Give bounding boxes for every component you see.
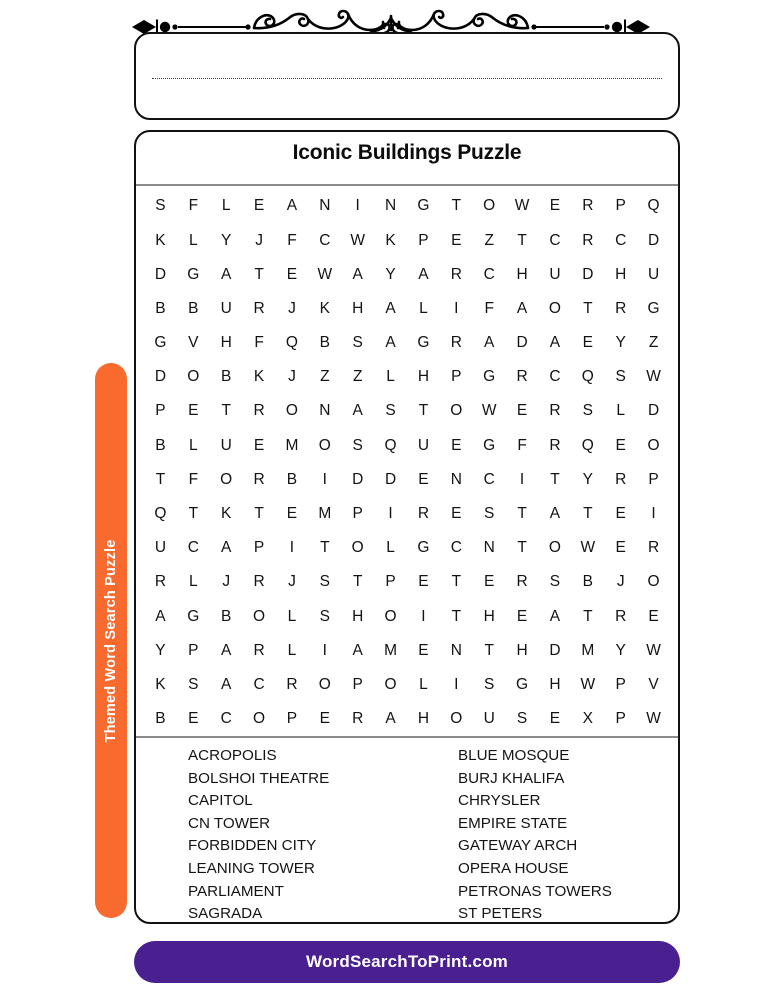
grid-cell[interactable]: S xyxy=(319,607,330,625)
grid-cell[interactable]: G xyxy=(483,368,496,386)
grid-cell[interactable]: K xyxy=(221,505,232,523)
grid-cell[interactable]: G xyxy=(417,197,430,215)
grid-cell[interactable]: D xyxy=(154,265,167,283)
grid-cell[interactable]: R xyxy=(154,573,167,591)
grid-cell[interactable]: U xyxy=(417,436,430,454)
grid-cell[interactable]: E xyxy=(516,607,528,625)
grid-cell[interactable]: E xyxy=(615,436,626,454)
grid-cell[interactable]: A xyxy=(549,505,561,523)
grid-cell[interactable]: R xyxy=(286,675,298,693)
grid-cell[interactable]: B xyxy=(188,299,199,317)
grid-cell[interactable]: C xyxy=(615,231,627,249)
grid-cell[interactable]: Y xyxy=(615,334,626,352)
grid-cell[interactable]: T xyxy=(451,573,462,591)
grid-cell[interactable]: G xyxy=(483,436,496,454)
grid-cell[interactable]: K xyxy=(253,368,265,386)
grid-cell[interactable]: I xyxy=(454,299,459,317)
grid-cell[interactable]: T xyxy=(418,402,429,420)
grid-cell[interactable]: C xyxy=(483,470,495,488)
grid-cell[interactable]: L xyxy=(189,231,198,249)
grid-cell[interactable]: K xyxy=(385,231,396,249)
grid-cell[interactable]: O xyxy=(253,607,266,625)
grid-cell[interactable]: O xyxy=(318,675,331,693)
grid-cell[interactable]: S xyxy=(188,675,199,693)
grid-cell[interactable]: N xyxy=(450,641,462,659)
grid-cell[interactable]: A xyxy=(221,675,232,693)
grid-cell[interactable]: T xyxy=(517,505,527,523)
grid-cell[interactable]: O xyxy=(548,299,561,317)
grid-cell[interactable]: J xyxy=(288,573,296,591)
grid-cell[interactable]: T xyxy=(517,539,527,557)
grid-cell[interactable]: Z xyxy=(648,334,659,352)
grid-cell[interactable]: N xyxy=(450,470,462,488)
grid-cell[interactable]: T xyxy=(484,641,494,659)
grid-cell[interactable]: D xyxy=(154,368,167,386)
grid-cell[interactable]: C xyxy=(450,539,462,557)
grid-cell[interactable]: E xyxy=(451,231,462,249)
grid-cell[interactable]: P xyxy=(352,675,363,693)
grid-bottom-divider xyxy=(136,736,678,738)
grid-cell[interactable]: T xyxy=(583,505,593,523)
grid-cell[interactable]: Y xyxy=(582,470,593,488)
grid-cell[interactable]: H xyxy=(417,368,430,386)
word-list-item[interactable]: PETRONAS TOWERS xyxy=(458,882,612,900)
grid-cell[interactable]: A xyxy=(221,641,232,659)
grid-cell[interactable]: J xyxy=(616,573,625,591)
grid-cell[interactable]: B xyxy=(221,607,232,625)
grid-cell[interactable]: D xyxy=(352,470,364,488)
grid-cell[interactable]: O xyxy=(253,710,266,728)
grid-cell[interactable]: T xyxy=(254,265,264,283)
word-list xyxy=(188,745,658,924)
grid-cell[interactable]: O xyxy=(647,573,660,591)
grid-cell[interactable]: R xyxy=(450,334,462,352)
grid-cell[interactable]: Q xyxy=(647,197,660,215)
grid-cell[interactable]: O xyxy=(647,436,660,454)
grid-cell[interactable]: I xyxy=(289,539,295,557)
grid-cell[interactable]: Y xyxy=(155,641,166,659)
grid-cell[interactable]: H xyxy=(483,607,495,625)
grid-cell[interactable]: A xyxy=(385,710,396,728)
grid-cell[interactable]: F xyxy=(287,231,297,249)
grid-cell[interactable]: A xyxy=(221,539,232,557)
grid-cell[interactable]: L xyxy=(221,197,231,215)
grid-cell[interactable]: W xyxy=(514,197,530,215)
grid-cell[interactable]: E xyxy=(286,265,298,283)
grid-cell[interactable]: S xyxy=(615,368,626,386)
grid-cell[interactable]: E xyxy=(418,641,429,659)
grid-cell[interactable]: F xyxy=(484,299,494,317)
grid-cell[interactable]: G xyxy=(154,334,167,352)
grid-cell[interactable]: E xyxy=(451,436,462,454)
grid-cell[interactable]: R xyxy=(615,299,627,317)
grid-cell[interactable]: U xyxy=(220,436,232,454)
grid-cell[interactable]: P xyxy=(418,231,429,249)
grid-cell[interactable]: S xyxy=(385,402,396,420)
grid-cell[interactable]: E xyxy=(451,505,462,523)
grid-cell[interactable]: S xyxy=(582,402,593,420)
grid-cell[interactable]: L xyxy=(189,436,198,454)
grid-cell[interactable]: U xyxy=(483,710,495,728)
grid-cell[interactable]: C xyxy=(483,265,495,283)
grid-cell[interactable]: T xyxy=(188,505,199,523)
grid-cell[interactable]: S xyxy=(484,505,495,523)
word-list-item[interactable]: PARLIAMENT xyxy=(188,882,284,900)
grid-cell[interactable]: E xyxy=(615,539,626,557)
grid-cell[interactable]: L xyxy=(189,573,198,591)
grid-cell[interactable]: U xyxy=(220,299,232,317)
grid-cell[interactable]: L xyxy=(386,368,395,386)
grid-cell[interactable]: O xyxy=(384,607,397,625)
grid-cell[interactable]: D xyxy=(582,265,594,283)
grid-cell[interactable]: E xyxy=(549,710,561,728)
grid-cell[interactable]: R xyxy=(516,368,528,386)
grid-cell[interactable]: I xyxy=(388,505,393,523)
grid-cell[interactable]: H xyxy=(516,265,528,283)
grid-cell[interactable]: T xyxy=(352,573,363,591)
grid-cell[interactable]: O xyxy=(318,436,331,454)
grid-cell[interactable]: E xyxy=(484,573,495,591)
grid-cell[interactable]: L xyxy=(419,299,428,317)
grid-cell[interactable]: T xyxy=(451,607,462,625)
grid-cell[interactable]: U xyxy=(154,539,167,557)
grid-cell[interactable]: E xyxy=(253,197,265,215)
grid-cell[interactable]: A xyxy=(484,334,495,352)
grid-cell[interactable]: F xyxy=(188,470,199,488)
grid-cell[interactable]: U xyxy=(549,265,561,283)
grid-cell[interactable]: K xyxy=(319,299,330,317)
grid-cell[interactable]: E xyxy=(253,436,265,454)
grid-cell[interactable]: N xyxy=(319,197,331,215)
grid-cell[interactable]: C xyxy=(549,231,561,249)
grid-cell[interactable]: E xyxy=(188,402,199,420)
grid-cell[interactable]: H xyxy=(549,675,561,693)
grid-cell[interactable]: A xyxy=(549,334,561,352)
grid-cell[interactable]: L xyxy=(287,641,297,659)
grid-cell[interactable]: X xyxy=(582,710,593,728)
grid-cell[interactable]: N xyxy=(384,197,397,215)
grid-cell[interactable]: O xyxy=(285,402,298,420)
grid-cell[interactable]: F xyxy=(517,436,527,454)
grid-cell[interactable]: R xyxy=(615,607,627,625)
grid-cell[interactable]: U xyxy=(647,265,660,283)
side-tab-label: Themed Word Search Puzzle xyxy=(103,539,119,742)
grid-cell[interactable]: G xyxy=(417,539,430,557)
grid-cell[interactable]: A xyxy=(352,402,363,420)
grid-cell[interactable]: T xyxy=(583,607,593,625)
grid-cell[interactable]: W xyxy=(317,265,333,283)
grid-cell[interactable]: G xyxy=(187,265,200,283)
grid-cell[interactable]: A xyxy=(418,265,429,283)
grid-cell[interactable]: E xyxy=(615,505,626,523)
grid-cell[interactable]: L xyxy=(419,675,428,693)
grid-cell[interactable]: T xyxy=(451,197,462,215)
grid-cell[interactable]: E xyxy=(418,573,429,591)
grid-cell[interactable]: A xyxy=(155,607,166,625)
grid-cell[interactable]: Q xyxy=(384,436,397,454)
grid-cell[interactable]: T xyxy=(550,470,560,488)
word-list-column-left xyxy=(188,745,458,924)
word-list-item[interactable]: LEANING TOWER xyxy=(188,859,315,877)
grid-cell[interactable]: R xyxy=(253,299,265,317)
grid-cell[interactable]: E xyxy=(188,710,199,728)
grid-cell[interactable]: S xyxy=(155,197,166,215)
grid-cell[interactable]: Z xyxy=(484,231,494,249)
grid-cell[interactable]: H xyxy=(417,710,430,728)
grid-cell[interactable]: R xyxy=(253,470,265,488)
grid-cell[interactable]: I xyxy=(454,675,459,693)
grid-cell[interactable]: R xyxy=(582,197,594,215)
grid-cell[interactable]: T xyxy=(517,231,527,249)
grid-cell[interactable]: R xyxy=(582,231,594,249)
word-list-item[interactable]: ACROPOLIS xyxy=(188,747,277,764)
grid-cell[interactable]: R xyxy=(549,436,561,454)
name-input-box[interactable] xyxy=(134,32,680,120)
grid-cell[interactable]: I xyxy=(355,197,360,215)
grid-cell[interactable]: O xyxy=(384,675,397,693)
grid-cell[interactable]: H xyxy=(615,265,627,283)
grid-cell[interactable]: E xyxy=(319,710,330,728)
grid-cell[interactable]: O xyxy=(220,470,233,488)
grid-cell[interactable]: R xyxy=(253,641,265,659)
grid-cell[interactable]: I xyxy=(519,470,525,488)
grid-cell[interactable]: Y xyxy=(615,641,626,659)
grid-cell[interactable]: T xyxy=(320,539,330,557)
grid-cell[interactable]: H xyxy=(352,299,364,317)
grid-cell[interactable]: S xyxy=(484,675,495,693)
grid-cell[interactable]: R xyxy=(647,539,660,557)
grid-cell[interactable]: B xyxy=(582,573,593,591)
grid-cell[interactable]: E xyxy=(516,402,528,420)
grid-cell[interactable]: B xyxy=(155,710,166,728)
grid-cell[interactable]: Y xyxy=(221,231,232,249)
grid-cell[interactable]: B xyxy=(155,299,166,317)
grid-cell[interactable]: R xyxy=(417,505,430,523)
grid-cell[interactable]: P xyxy=(451,368,462,386)
grid-cell[interactable]: O xyxy=(548,539,561,557)
grid-cell[interactable]: P xyxy=(385,573,396,591)
grid-cell[interactable]: K xyxy=(155,231,166,249)
word-list-item[interactable]: BOLSHOI THEATRE xyxy=(188,769,330,787)
grid-cell[interactable]: W xyxy=(646,710,661,728)
grid-cell[interactable]: S xyxy=(549,573,561,591)
grid-cell[interactable]: V xyxy=(648,675,659,693)
word-list-item[interactable]: EMPIRE STATE xyxy=(458,814,568,832)
grid-cell[interactable]: B xyxy=(286,470,298,488)
grid-cell[interactable]: I xyxy=(322,470,327,488)
grid-cell[interactable]: C xyxy=(187,539,199,557)
grid-cell[interactable]: Z xyxy=(352,368,363,386)
word-search-grid[interactable] xyxy=(144,189,670,736)
grid-cell[interactable]: V xyxy=(188,334,199,352)
grid-cell[interactable]: A xyxy=(352,641,363,659)
grid-cell[interactable]: G xyxy=(647,299,660,317)
grid-cell[interactable]: C xyxy=(549,368,561,386)
grid-cell[interactable]: J xyxy=(255,231,263,249)
puzzle-card xyxy=(134,130,680,924)
grid-cell[interactable]: I xyxy=(322,641,327,659)
grid-cell[interactable]: C xyxy=(319,231,331,249)
word-list-item[interactable]: GATEWAY ARCH xyxy=(458,837,578,855)
grid-cell[interactable]: T xyxy=(221,402,231,420)
grid-cell[interactable]: A xyxy=(516,299,528,317)
page-title: Iconic Buildings Puzzle xyxy=(292,141,522,164)
grid-top-divider xyxy=(136,184,678,186)
grid-cell[interactable]: R xyxy=(615,470,627,488)
grid-cell[interactable]: W xyxy=(350,231,365,249)
grid-cell[interactable]: M xyxy=(318,505,332,523)
grid-cell[interactable]: P xyxy=(615,710,626,728)
grid-cell[interactable]: P xyxy=(253,539,265,557)
grid-cell[interactable]: E xyxy=(418,470,429,488)
word-list-item[interactable]: SAGRADA xyxy=(188,905,263,923)
grid-cell[interactable]: L xyxy=(386,539,395,557)
grid-cell[interactable]: O xyxy=(351,539,364,557)
grid-cell[interactable]: P xyxy=(615,675,626,693)
grid-cell[interactable]: L xyxy=(287,607,297,625)
grid-cell[interactable]: H xyxy=(352,607,364,625)
grid-cell[interactable]: A xyxy=(385,299,396,317)
grid-cell[interactable]: N xyxy=(319,402,331,420)
grid-cell[interactable]: F xyxy=(254,334,264,352)
word-list-item[interactable]: BLUE MOSQUE xyxy=(458,747,570,764)
grid-cell[interactable]: C xyxy=(220,710,232,728)
word-list-item[interactable]: FORBIDDEN CITY xyxy=(188,837,317,855)
grid-cell[interactable]: Q xyxy=(154,505,167,523)
grid-cell[interactable]: A xyxy=(221,265,232,283)
grid-cell[interactable]: W xyxy=(646,368,661,386)
word-list-item[interactable]: ST PETERS xyxy=(458,905,543,923)
grid-cell[interactable]: Q xyxy=(581,368,594,386)
grid-cell[interactable]: P xyxy=(615,197,626,215)
grid-cell[interactable]: D xyxy=(647,231,660,249)
grid-cell[interactable]: A xyxy=(385,334,396,352)
grid-cell[interactable]: O xyxy=(450,402,463,420)
grid-cell[interactable]: G xyxy=(417,334,430,352)
grid-cell[interactable]: S xyxy=(319,573,330,591)
grid-cell[interactable]: Q xyxy=(285,334,298,352)
grid-cell[interactable]: H xyxy=(516,641,528,659)
grid-cell[interactable]: B xyxy=(155,436,166,454)
grid-cell[interactable]: I xyxy=(651,505,656,523)
grid-cell[interactable]: D xyxy=(647,402,660,420)
grid-cell[interactable]: P xyxy=(352,505,363,523)
grid-cell[interactable]: O xyxy=(450,710,463,728)
grid-cell[interactable]: P xyxy=(648,470,659,488)
grid-cell[interactable]: L xyxy=(616,402,625,420)
grid-cell[interactable]: R xyxy=(516,573,528,591)
word-list-column-right xyxy=(458,745,658,924)
grid-cell[interactable]: R xyxy=(253,573,265,591)
grid-cell[interactable]: F xyxy=(188,197,199,215)
grid-cell[interactable]: M xyxy=(384,641,398,659)
grid-cell[interactable]: E xyxy=(582,334,593,352)
grid-cell[interactable]: K xyxy=(155,675,166,693)
grid-cell[interactable]: P xyxy=(286,710,298,728)
grid-cell[interactable]: J xyxy=(288,368,296,386)
grid-cell[interactable]: T xyxy=(254,505,264,523)
grid-cell[interactable]: W xyxy=(580,675,596,693)
grid-cell[interactable]: J xyxy=(288,299,296,317)
grid-cell[interactable]: Z xyxy=(320,368,330,386)
grid-cell[interactable]: W xyxy=(481,402,497,420)
side-tab-themed-word-search xyxy=(95,363,127,918)
grid-cell[interactable]: I xyxy=(421,607,426,625)
word-list-item[interactable]: CN TOWER xyxy=(188,814,271,832)
grid-cell[interactable]: R xyxy=(549,402,561,420)
grid-cell[interactable]: A xyxy=(286,197,298,215)
grid-cell[interactable]: D xyxy=(516,334,528,352)
grid-cell[interactable]: A xyxy=(549,607,561,625)
grid-cell[interactable]: S xyxy=(352,334,363,352)
grid-cell[interactable]: B xyxy=(319,334,330,352)
grid-cell[interactable]: B xyxy=(221,368,232,386)
word-list-item[interactable]: BURJ KHALIFA xyxy=(458,769,565,787)
grid-cell[interactable]: T xyxy=(155,470,166,488)
grid-cell[interactable]: R xyxy=(253,402,265,420)
grid-cell[interactable]: O xyxy=(483,197,496,215)
grid-cell[interactable]: P xyxy=(188,641,199,659)
grid-cell[interactable]: H xyxy=(220,334,232,352)
grid-cell[interactable]: P xyxy=(155,402,166,420)
grid-cell[interactable]: T xyxy=(583,299,593,317)
grid-cell[interactable]: D xyxy=(549,641,561,659)
grid-cell[interactable]: R xyxy=(450,265,462,283)
grid-cell[interactable]: C xyxy=(253,675,265,693)
grid-cell[interactable]: E xyxy=(549,197,561,215)
grid-cell[interactable]: W xyxy=(646,641,661,659)
grid-cell[interactable]: G xyxy=(516,675,529,693)
grid-cell[interactable]: R xyxy=(352,710,364,728)
grid-cell[interactable]: M xyxy=(581,641,595,659)
grid-cell[interactable]: E xyxy=(286,505,298,523)
word-list-item[interactable]: OPERA HOUSE xyxy=(458,859,569,877)
grid-cell[interactable]: G xyxy=(187,607,200,625)
grid-cell[interactable]: W xyxy=(580,539,596,557)
grid-cell[interactable]: Y xyxy=(385,265,396,283)
grid-cell[interactable]: Q xyxy=(581,436,594,454)
grid-cell[interactable]: O xyxy=(187,368,200,386)
word-list-item[interactable]: CAPITOL xyxy=(188,792,253,810)
grid-cell[interactable]: J xyxy=(222,573,231,591)
footer-website-label: WordSearchToPrint.com xyxy=(306,952,508,971)
footer-bar[interactable] xyxy=(134,941,680,983)
grid-cell[interactable]: D xyxy=(384,470,397,488)
word-list-item[interactable]: CHRYSLER xyxy=(458,792,541,810)
name-write-in-line xyxy=(152,78,662,79)
grid-cell[interactable]: S xyxy=(352,436,363,454)
grid-cell[interactable]: M xyxy=(285,436,299,454)
grid-cell[interactable]: E xyxy=(648,607,659,625)
grid-cell[interactable]: S xyxy=(516,710,528,728)
grid-cell[interactable]: A xyxy=(352,265,363,283)
grid-cell[interactable]: N xyxy=(483,539,495,557)
